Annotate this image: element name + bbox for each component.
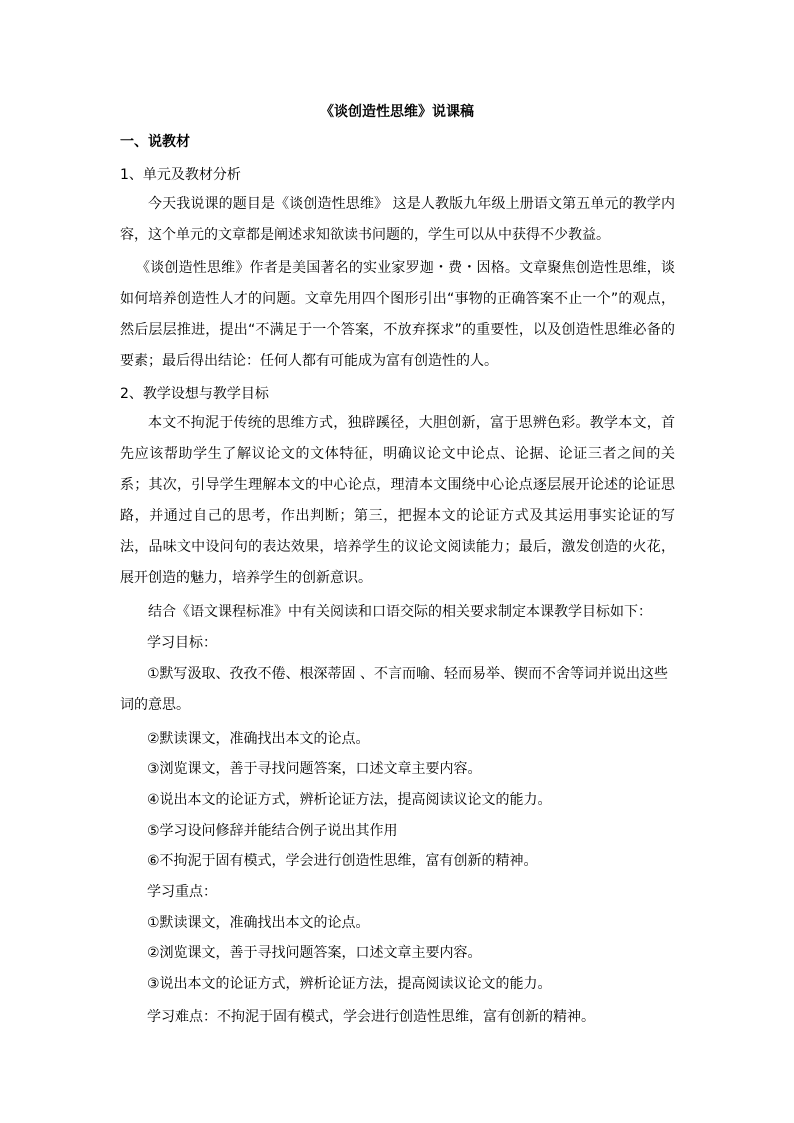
key-point-item: ②浏览课文，善于寻找问题答案，口述文章主要内容。 bbox=[147, 945, 482, 961]
paragraph-author: 《谈创造性思维》作者是美国著名的实业家罗迦・费・因格。文章聚焦创造性思维，谈如何培养创造性人才的问题。文章先用四个图形引出“事物的正确答案不止一个”的观点，然后层层推进，提出“不满足于一个答案，不放弃探求”的重要性，以及创造性思维必备的要素；最后得出结论：任何人都有可能成为富有创造性的人。 bbox=[120, 260, 675, 369]
paragraph-intro: 今天我说课的题目是《谈创造性思维》 这是人教版九年级上册语文第五单元的教学内容，这个单元的文章都是阐述求知欲读书问题的，学生可以从中获得不少教益。 bbox=[120, 196, 675, 243]
difficulty-line: 学习难点：不拘泥于固有模式，学会进行创造性思维，富有创新的精神。 bbox=[147, 1009, 595, 1025]
document-title: 《谈创造性思维》说课稿 bbox=[320, 104, 474, 120]
key-point-item: ①默读课文，准确找出本文的论点。 bbox=[147, 915, 370, 931]
paragraph-curriculum: 结合《语文课程标准》中有关阅读和口语交际的相关要求制定本课教学目标如下： bbox=[148, 604, 652, 620]
subsection-heading-unit-analysis: 1、单元及教材分析 bbox=[120, 167, 241, 183]
goals-label: 学习目标： bbox=[147, 635, 217, 651]
goal-item: ⑥不拘泥于固有模式，学会进行创造性思维，富有创新的精神。 bbox=[147, 853, 538, 869]
goal-item: ④说出本文的论证方式，辨析论证方法，提高阅读议论文的能力。 bbox=[147, 792, 552, 808]
goal-item: ⑤学习设问修辞并能结合例子说出其作用 bbox=[147, 823, 398, 839]
goal-item: ③浏览课文，善于寻找问题答案，口述文章主要内容。 bbox=[147, 761, 482, 777]
goal-item: ②默读课文，准确找出本文的论点。 bbox=[147, 731, 370, 747]
section-heading-textbook: 一、说教材 bbox=[120, 134, 190, 150]
goal-item: ①默写汲取、孜孜不倦、根深蒂固 、不言而喻、轻而易举、锲而不舍等词并说出这些词的意思。 bbox=[120, 666, 668, 713]
key-points-label: 学习重点： bbox=[147, 884, 217, 900]
paragraph-teaching-plan: 本文不拘泥于传统的思维方式，独辟蹊径，大胆创新，富于思辨色彩。教学本文，首先应该帮助学生了解议论文的文体特征，明确议论文中论点、论据、论证三者之间的关系；其次，引导学生理解本文的中心论点，理清本文围绕中心论点逐层展开论述的论证思路，并通过自己的思考，作出判断；第三，把握本文的论证方式及其运用事实论证的写法，品味文中设问句的表达效果，培养学生的议论文阅读能力；最后，激发创造的火花，展开创造的魅力，培养学生的创新意识。 bbox=[120, 415, 675, 586]
subsection-heading-teaching-goals: 2、教学设想与教学目标 bbox=[120, 386, 269, 402]
key-point-item: ③说出本文的论证方式，辨析论证方法，提高阅读议论文的能力。 bbox=[147, 976, 552, 992]
